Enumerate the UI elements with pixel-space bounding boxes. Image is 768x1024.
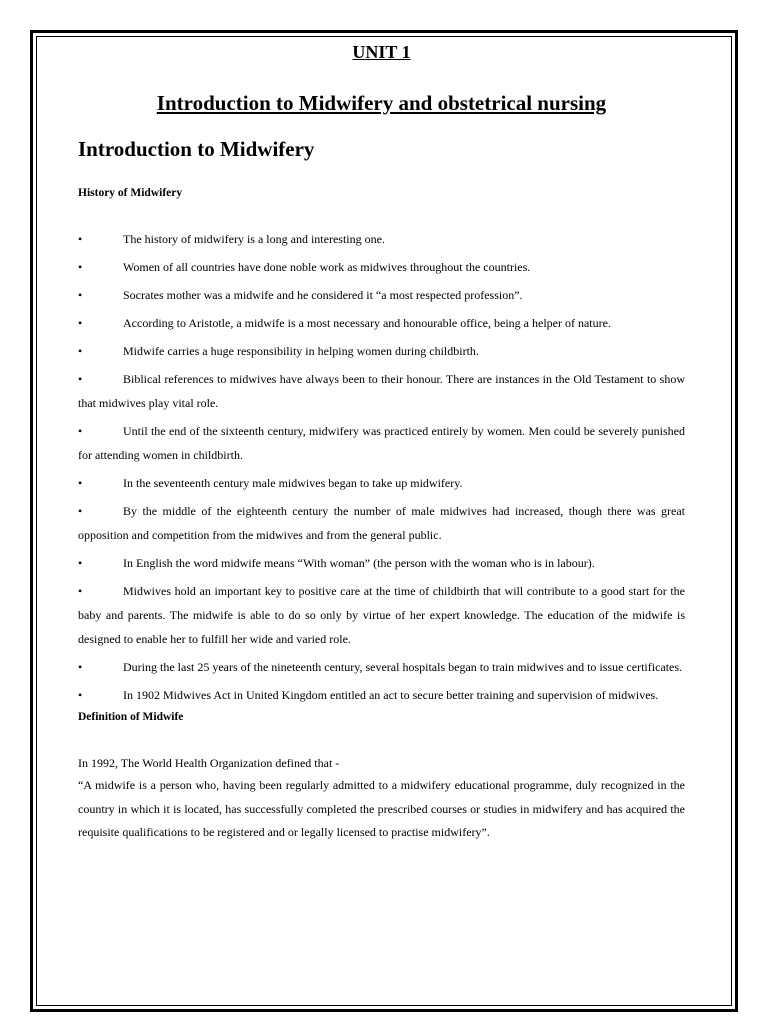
section-title: Introduction to Midwifery (78, 137, 315, 161)
list-item-text: Women of all countries have done noble work as midwives throughout the countries. (123, 260, 531, 274)
history-heading: History of Midwifery (78, 187, 183, 199)
list-item-text: In 1902 Midwives Act in United Kingdom entitled an act to secure better training and supervision of midwives. (123, 688, 659, 702)
list-item (78, 551, 685, 575)
bullet-icon: • (78, 556, 83, 570)
bullet-icon: • (78, 476, 83, 490)
list-item-text: Midwife carries a huge responsibility in helping women during childbirth. (123, 344, 479, 358)
list-item (78, 499, 685, 547)
list-item (78, 311, 685, 335)
list-item-text: Biblical references to midwives have always been to their honour. There are instances in the Old Testament to show that midwives play vital role. (78, 372, 685, 410)
list-item-text: The history of midwifery is a long and interesting one. (123, 232, 385, 246)
bullet-icon: • (78, 584, 83, 598)
bullet-icon: • (78, 260, 83, 274)
list-item (78, 579, 685, 651)
history-list (78, 227, 685, 707)
list-item (78, 683, 685, 707)
list-item-text: During the last 25 years of the nineteenth century, several hospitals began to train midwives and to issue certificates. (123, 660, 683, 674)
list-item (78, 255, 685, 279)
definition-quote: “A midwife is a person who, having been regularly admitted to a midwifery educational programme, duly recognized in the country in which it is located, has successfully completed the prescribed courses or studies in midwifery and has acquired the requisite qualifications to be registered and or legally licensed to practise midwifery”. (78, 778, 685, 839)
list-item-text: Socrates mother was a midwife and he considered it “a most respected profession”. (123, 288, 523, 302)
list-item-text: According to Aristotle, a midwife is a most necessary and honourable office, being a helper of nature. (123, 316, 611, 330)
list-item-text: Until the end of the sixteenth century, midwifery was practiced entirely by women. Men could be severely punished for attending women in childbirth. (78, 424, 685, 462)
list-item (78, 419, 685, 467)
list-item (78, 283, 685, 307)
bullet-icon: • (78, 288, 83, 302)
bullet-icon: • (78, 504, 83, 518)
main-title: Introduction to Midwifery and obstetrical nursing (156, 91, 607, 115)
list-item (78, 655, 685, 679)
unit-heading: UNIT 1 (352, 42, 411, 62)
list-item (78, 367, 685, 415)
definition-heading: Definition of Midwife (78, 711, 184, 723)
list-item (78, 339, 685, 363)
bullet-icon: • (78, 660, 83, 674)
bullet-icon: • (78, 688, 83, 702)
bullet-icon: • (78, 424, 83, 438)
document-page (78, 40, 685, 845)
list-item (78, 227, 685, 251)
bullet-icon: • (78, 372, 83, 386)
list-item-text: By the middle of the eighteenth century the number of male midwives had increased, though there was great opposition and competition from the midwives and from the general public. (78, 504, 685, 542)
list-item-text: Midwives hold an important key to positive care at the time of childbirth that will contribute to a good start for the baby and parents. The midwife is able to do so only by virtue of her expert knowledge. The education of the midwife is designed to enable her to fulfill her wide and varied role. (78, 584, 685, 646)
list-item (78, 471, 685, 495)
list-item-text: In English the word midwife means “With woman” (the person with the woman who is in labour). (123, 556, 595, 570)
bullet-icon: • (78, 316, 83, 330)
definition-lead: In 1992, The World Health Organization defined that - (78, 756, 340, 770)
bullet-icon: • (78, 232, 83, 246)
bullet-icon: • (78, 344, 83, 358)
list-item-text: In the seventeenth century male midwives began to take up midwifery. (123, 476, 463, 490)
